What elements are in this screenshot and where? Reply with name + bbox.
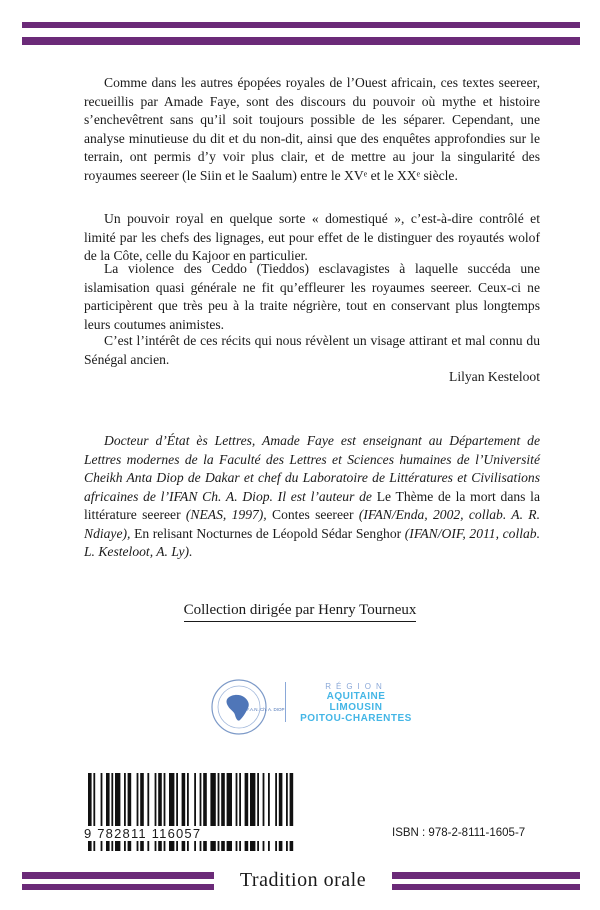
book-title-2: Contes seereer (272, 507, 354, 522)
bottom-rule-left-2 (22, 884, 214, 890)
barcode-digits: 9 782811 116057 (84, 826, 366, 841)
summary-paragraph-4: C’est l’intérêt de ces récits qui nous révèlent un visage attirant et mal connu du Sénégal ancien. (84, 333, 540, 367)
ifan-logo-text: I.F.A.N. Ch. A. DIOP (244, 707, 285, 712)
summary-paragraph-3: La violence des Ceddo (Tieddos) esclavagistes à laquelle succéda une islamisation quasi générale ne fit qu’effleurer les royaumes seereer. Ceux-ci ne participèrent que très peu à la traite négrière, tout en conservant plus longtemps leurs coutumes animistes. (84, 261, 540, 332)
region-logo (296, 682, 416, 724)
book-ref-1: (NEAS, 1997), (185, 507, 267, 522)
region-line-1: AQUITAINE (326, 691, 386, 702)
top-rule-thick (22, 37, 580, 45)
bottom-rule-left (22, 872, 214, 879)
region-line-3: POITOU-CHARENTES (300, 713, 412, 724)
bio-text: Docteur d’État ès Lettres, Amade Faye est enseignant au Département de Lettres modernes de la Faculté des Lettres et Sciences humaines de l’Université Cheikh Anta Diop de Dakar et chef du Laboratoire de Littératures et Civilisations africaines de l’IFAN Ch. A. Diop. Il est l’auteur de (84, 433, 540, 504)
summary-paragraph-2: Un pouvoir royal en quelque sorte « domestiqué », c’est-à-dire contrôlé et limité par les chefs des lignages, eut pour effet de le distinguer des royautés wolof de la Côte, celle du Kajoor en particulier. (84, 211, 540, 263)
collection-line (0, 602, 600, 619)
ifan-logo (210, 678, 285, 736)
logo-divider (285, 682, 286, 722)
book-title-3: En relisant Nocturnes de Léopold Sédar Senghor (134, 525, 402, 541)
signature: Lilyan Kesteloot (449, 369, 540, 384)
collection-text: Collection dirigée par Henry Tourneux (184, 602, 417, 622)
book-title-1: Le Thème de la mort dans la littérature seereer (84, 488, 540, 522)
book-ref-3: (IFAN/OIF, 2011, collab. L. Kesteloot, A. Ly). (84, 525, 540, 559)
summary-paragraph-1: Comme dans les autres épopées royales de l’Ouest africain, ces textes seereer, recueillis par Amade Faye, sont des discours du pouvoir où mythe et histoire s’enchevêtrent sans qu’il soit toujours possible de les séparer. Cependant, une analyse minutieuse du dit et du non-dit, ainsi que des enquêtes approfondies sur le terrain, ont permis d’y voir plus clair, et de mettre au jour la singularité des royaumes seereer (le Siin et le Saalum) entre le XVᵉ et le XXᵉ siècle. (84, 75, 540, 183)
series-title: Tradition orale (239, 869, 367, 891)
author-bio (84, 432, 540, 562)
book-ref-2: (IFAN/Enda, 2002, collab. A. R. Ndiaye), (84, 507, 540, 541)
region-line-2: LIMOUSIN (329, 702, 383, 713)
isbn: ISBN : 978-2-8111-1605-7 (392, 827, 526, 839)
bottom-rule-right (392, 872, 580, 879)
bottom-rule-right-2 (392, 884, 580, 890)
region-word: RÉGION (325, 682, 387, 691)
top-rule (22, 22, 580, 28)
